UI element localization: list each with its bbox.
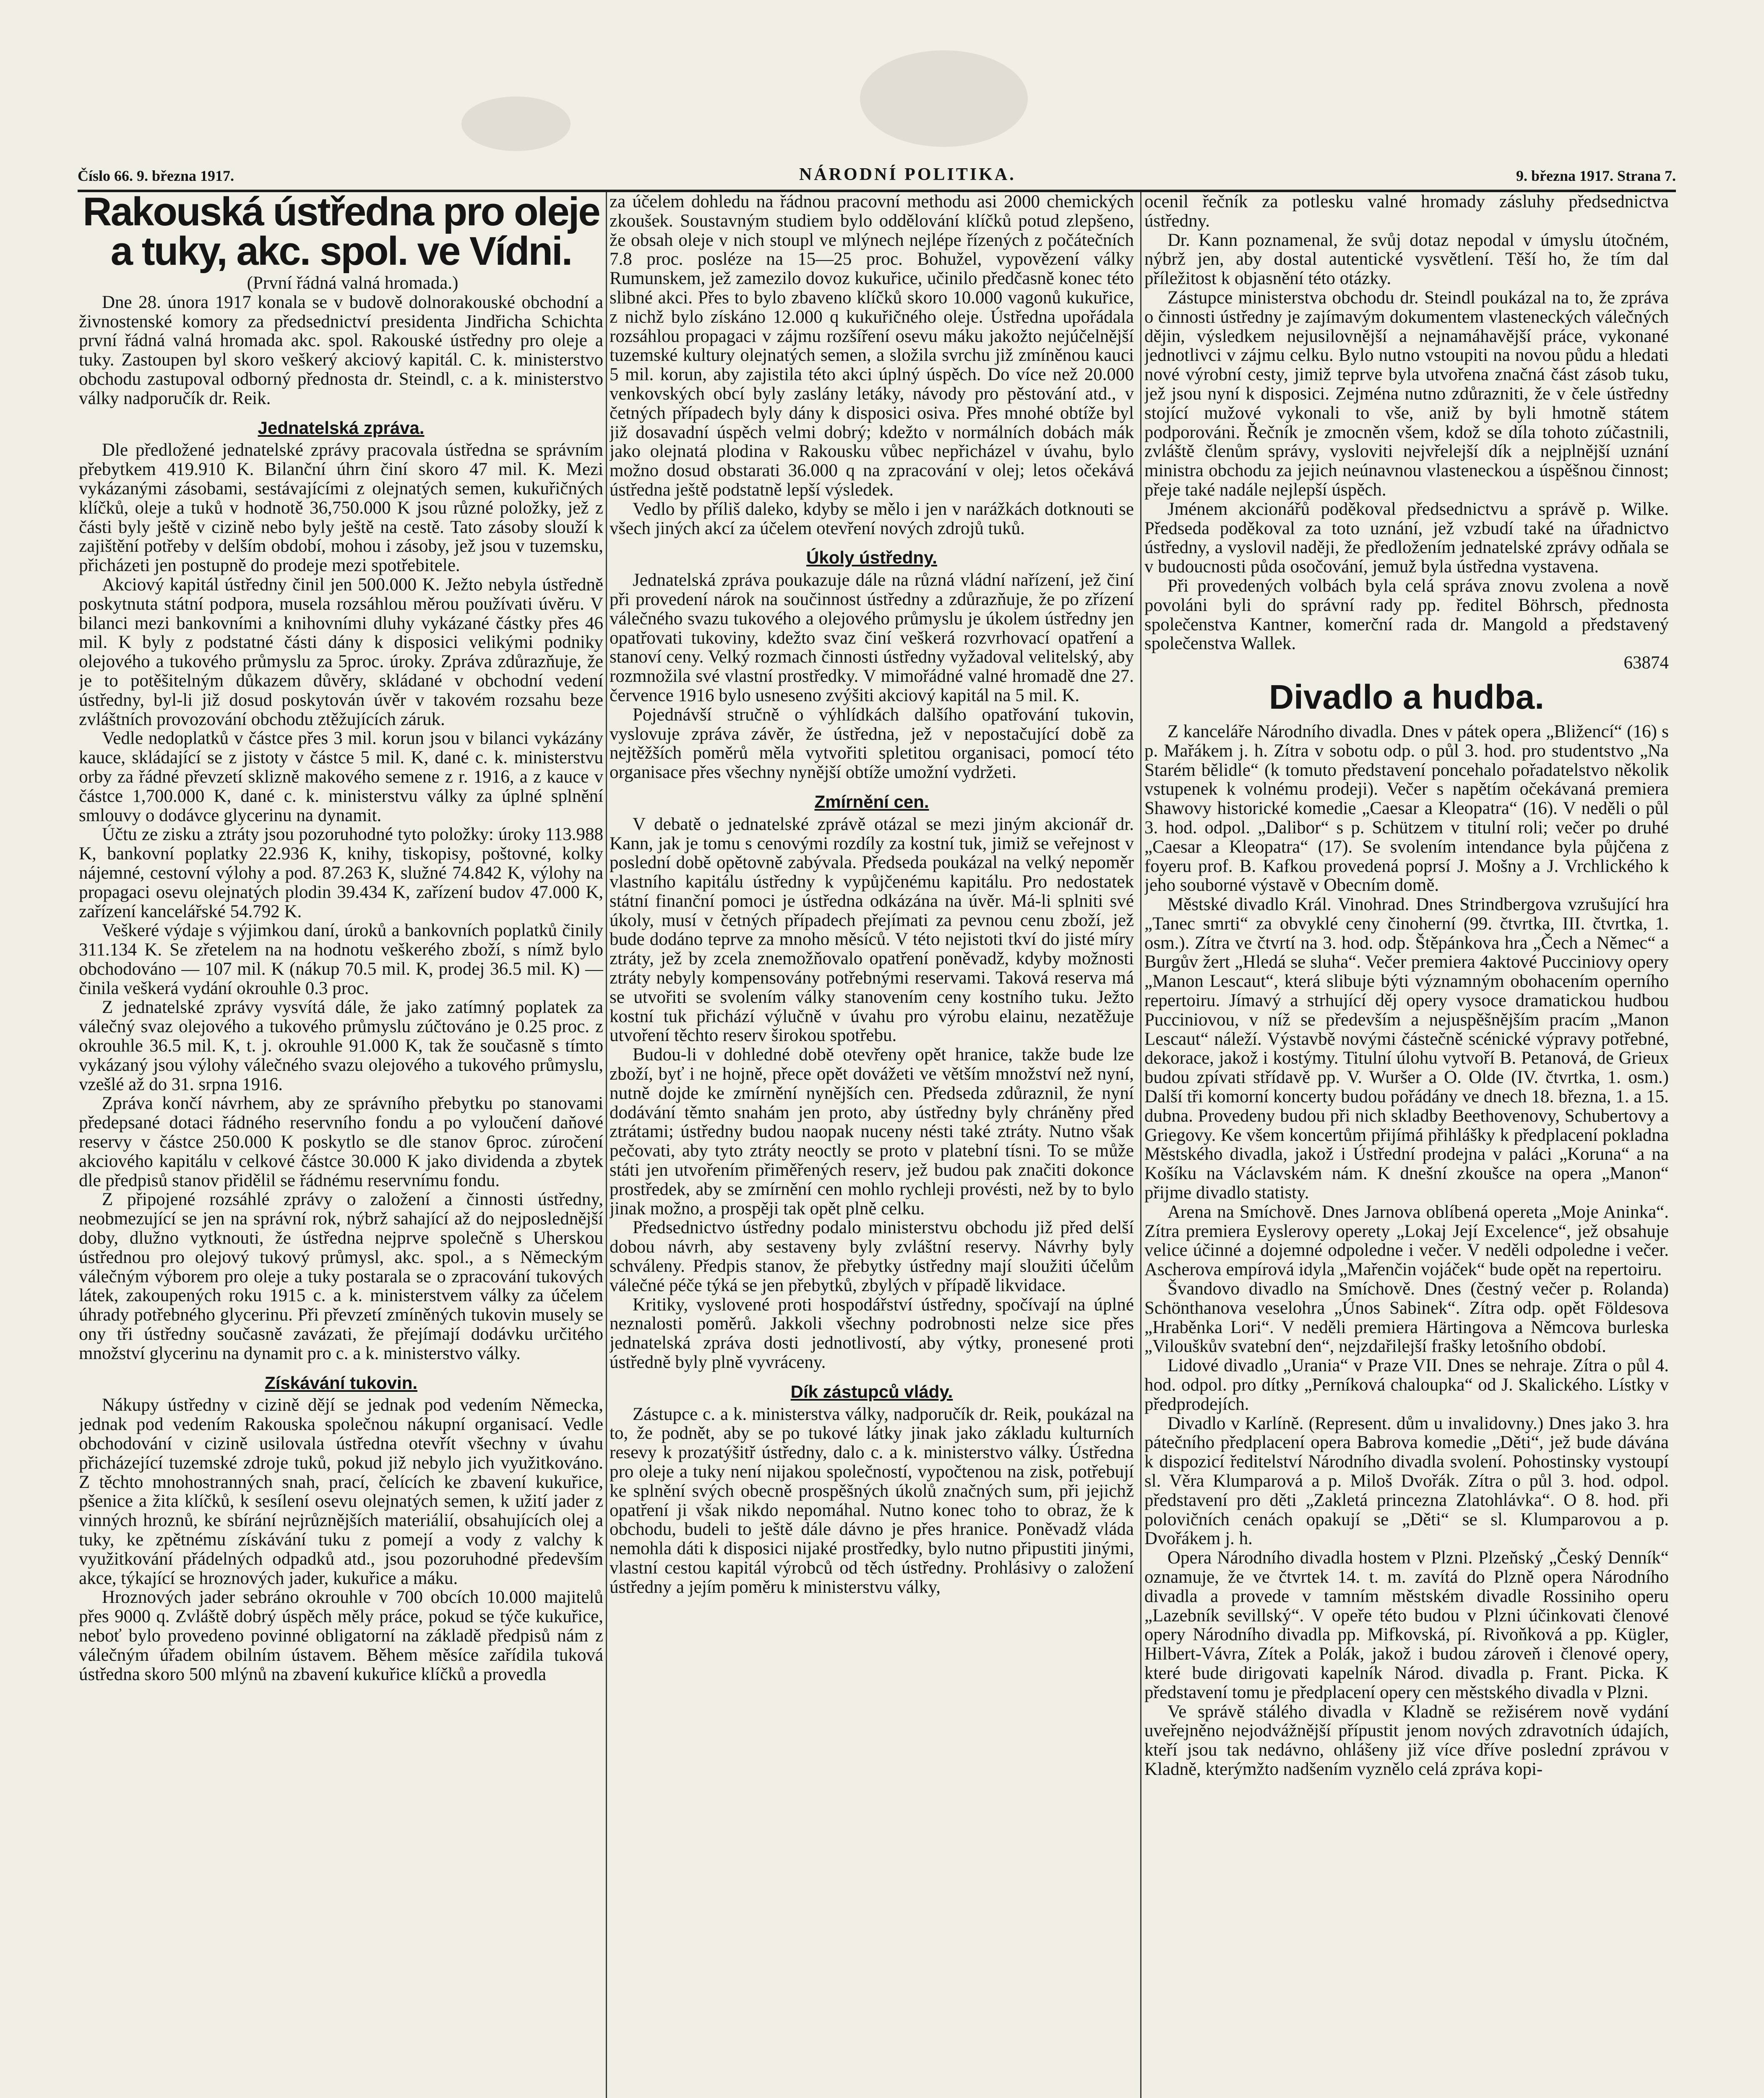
paragraph: Nákupy ústředny v cizině dějí se jednak pod vedením Německa, jednak pod vedením Rakouska společnou nákupní organisací. Vedle obchodování v cizině usilovala ústředna otevřít všechny v úvahu přicházející tuzemské zdroje tuků, pokud již nebylo jich využitkováno. Z těchto mnohostranných snah, prací, čelících ke zbavení kukuřice, pšenice a žita klíčků, k sesílení osevu olejnatých semen, k užití jader z vinných hroznů, ke sbírání nejrůznějších materiálií, obsahujících olej a tuky, ke zpětnému získávání tuku z pomejí a vody z valchy k využitkování přádelných odpadků atd., jsou pozoruhodné především akce, týkající se hroznových jader, kukuřice a máku. bbox=[79, 1395, 603, 1588]
article-subtitle: (První řádná valná hromada.) bbox=[247, 273, 459, 293]
theatre-notice: Lidové divadlo „Urania“ v Praze VII. Dnes se nehraje. Zítra o půl 4. hod. odpol. pro dítky „Perníková chaloupka“ od J. Skalického. Lístky v předprodejích. bbox=[1144, 1356, 1669, 1414]
theatre-notice: Švandovo divadlo na Smíchově. Dnes (čestný večer p. Rolanda) Schönthanova veselohra „Únos Sabinek“. Zítra odp. opět Földesova „Hraběnka Lori“. V neděli premiera Härtingova a Němcova burleska „Vilouškův svatební den“, nejzdařilejší frašky letošního období. bbox=[1144, 1279, 1669, 1357]
column-2 bbox=[610, 192, 1134, 2098]
column-divider bbox=[1140, 192, 1141, 2098]
paragraph: Jménem akcionářů poděkoval předsednictvu a správě p. Wilke. Předseda poděkoval za toto uznání, jež vzbudí také na úřadnictvo ústředny, a vyslovil naději, že předložením jednatelské zprávy odňala se v budoucnosti půda osočování, jemuž byla ústředna vystavena. bbox=[1144, 499, 1669, 577]
page-date-number: 9. března 1917. Strana 7. bbox=[1516, 167, 1676, 184]
theatre-notice: Ve správě stálého divadla v Kladně se režisérem nově vydání uveřejněno nejodvážnější přípustit jenom nových zdravotních údajích, kteří jsou tak nedávno, ohlášeny již více dříve poslední zprávou v Kladně, kterýmžto nadšením vyznělo celá zpráva kopi- bbox=[1144, 1701, 1669, 1779]
paragraph: Kritiky, vyslovené proti hospodářství ústředny, spočívají na úplné neznalosti poměrů. Jakkoli všechny podrobnosti nelze sice přes jednatelská zpráva dosti jednotlivostí, aby výtky, pronesené proti ústředně byly plně vyvráceny. bbox=[610, 1294, 1134, 1373]
paragraph: Jednatelská zpráva poukazuje dále na různá vládní nařízení, jež činí při provedení nárok na součinnost ústředny a zdůrazňuje, že po zřízení válečného svazu tukového a olejového průmyslu je úkolem ústředny jen opatřovati tukoviny, kdežto svaz činí veškerá rozvrhovací opatření a stanoví ceny. Velký rozmach činnosti ústředny vyžadoval velitelský, aby rozmnožila své vlastní prostředky. V mimořádné valné hromadě dne 27. července 1916 bylo usneseno zvýšiti akciový kapitál na 5 mil. K. bbox=[610, 570, 1134, 705]
theatre-notice: Divadlo v Karlíně. (Represent. dům u invalidovny.) Dnes jako 3. hra pátečního předplacení opera Babrova komedie „Děti“, jež bude dávána k dispozicí ředitelství Národního divadla svolení. Pohostinsky vystoupí sl. Věra Klumparová a p. Miloš Dvořák. Zítra o půl 3. hod. odpol. představení pro děti „Zakletá princezna Zlatohlávka“. O 8. hod. při polovičních cenách opakují se „Děti“ se sl. Klumparovou a p. Dvořákem j. h. bbox=[1144, 1413, 1669, 1549]
section-heading: Jednatelská zpráva. bbox=[258, 418, 425, 438]
paragraph: Zpráva končí návrhem, aby ze správního přebytku po stanovami předepsané dotaci řádného reservního fondu a po vyloučení daňové reservy v částce 250.000 K poskytlo se dle stanov 6proc. zúročení akciového kapitálu v celkové částce 30.000 K jako dividenda a zbytek dle předpisů stanov přidělil se řádnému reservnímu fondu. bbox=[79, 1093, 603, 1190]
page-header bbox=[78, 164, 1676, 189]
paragraph: Hroznových jader sebráno okrouhle v 700 obcích 10.000 majitelů přes 9000 q. Zvláště dobrý úspěch měly práce, pokud se týče kukuřice, neboť bylo provedeno povinné obligatorní na základě předpisů nám z válečným úřadem obilním ústavem. Během měsíce zařídila tuková ústředna skoro 500 mlýnů na zbavení kukuřice klíčků a provedla bbox=[79, 1587, 603, 1684]
theatre-notice: Arena na Smíchově. Dnes Jarnova oblíbená opereta „Moje Aninka“. Zítra premiera Eyslerovy operety „Lokaj Její Excelence“, jež obsahuje velice účinné a dojemné odpoledne i večer. V neděli odpoledne i večer. Ascherova empírová idyla „Mařenčin vojáček“ bude opět na repertoiru. bbox=[1144, 1202, 1669, 1280]
article-code: 63874 bbox=[1623, 653, 1669, 673]
issue-number-date: Číslo 66. 9. března 1917. bbox=[78, 167, 234, 184]
column-divider bbox=[606, 192, 607, 2098]
column-1 bbox=[79, 192, 603, 2098]
paragraph: Zástupce c. a k. ministerstva války, nadporučík dr. Reik, poukázal na to, že podnět, aby se po tukové látky jinak jako základu kulturních resevy k prozatýšitř ústředny, dalo c. a k. ministerstvo války. Ústředna pro oleje a tuky není nijakou společností, vypočtenou na zisk, potřebují ke splnění svých obecně prospěšných úkolů značných sum, při jejichž opatření ji však nikdo nepomáhal. Nutno konec toho to obraz, že k obchodu, budeli to ještě dále dávno je přes hranice. Poněvadž vláda nemohla dáti k disposici nijaké prostředky, bylo nutno připustiti jinými, vlastní cestou kapitál výrobců od těch ústředny. Prohlásivy o založení ústředny a jejím poměru k ministerstvu války, bbox=[610, 1404, 1134, 1597]
paragraph: Předsednictvo ústředny podalo ministerstvu obchodu již před delší dobou návrh, aby sestaveny byly zvláštní reservy. Návrhy byly schváleny. Předpis stanov, že přebytky ústředny mají sloužiti účelům válečné péče týká se jen přebytků, zbylých v případě likvidace. bbox=[610, 1218, 1134, 1295]
paragraph: za účelem dohledu na řádnou pracovní methodu asi 2000 chemických zkoušek. Soustavným studiem bylo oddělování klíčků potud zlepšeno, že obsah oleje v nich stoupl ve mlýnech nejlépe řízených z počátečních 7.8 proc. posléze na 15—25 proc. Bohužel, vypovězení války Rumunskem, jež zamezilo dovoz kukuřice, učinilo předčasně konec této slibné akci. Přes to bylo zbaveno klíčků skoro 10.000 vagonů kukuřice, z nichž bylo získáno 12.000 q kukuřičného oleje. Ústředna upořádala rozsáhlou propagaci v zájmu rozšíření osevu máku jakožto nejúčelnější tuzemské kultury olejnatých semen, a složila svrchu již zmíněnou kauci 5 mil. korun, aby zajistila této akci úplný úspěch. Do více než 20.000 venkovských obcí byly zaslány letáky, návody pro pěstování atd., v četných případech byly dány k disposici osiva. Přes mnohé obtíže byl již dosavadní úspěch velmi dobrý; kdežto v normálních dobách mák jako olejnatá plodina v Rakousku vůbec nepřicházel v úvahu, bylo možno dosud obstarati 36.000 q na zpracování v olej; letos očekává ústředna ještě podstatně lepší výsledek. bbox=[610, 192, 1134, 500]
paragraph: Veškeré výdaje s výjimkou daní, úroků a bankovních poplatků činily 311.134 K. Se zřetelem na na hodnotu veškerého zboží, s nímž bylo obchodováno — 107 mil. K (nákup 70.5 mil. K, prodej 36.5 mil. K) — činila veškerá vydání okrouhle 0.3 proc. bbox=[79, 921, 603, 998]
paragraph: Dr. Kann poznamenal, že svůj dotaz nepodal v úmyslu útočném, nýbrž jen, aby dostal autentické vysvětlení. Těší ho, že tím dal příležitost k objasnění této otázky. bbox=[1144, 230, 1669, 289]
paragraph: Dne 28. února 1917 konala se v budově dolnorakouské obchodní a živnostenské komory za předsednictví presidenta Jindřicha Schichta první řádná valná hromada akc. spol. Rakouské ústředny pro oleje a tuky. Zastoupen byl skoro veškerý akciový kapitál. C. k. ministerstvo obchodu zastupoval odborný přednosta dr. Steindl, c. a k. ministerstvo války nadporučík dr. Reik. bbox=[79, 292, 603, 408]
paragraph: Vedlo by příliš daleko, kdyby se mělo i jen v narážkách dotknouti se všech jiných akcí za účelem otevření nových zdrojů tuků. bbox=[610, 499, 1134, 538]
paragraph: ocenil řečník za potlesku valné hromady zásluhy předsednictva ústředny. bbox=[1144, 192, 1669, 231]
section-heading: Úkoly ústředny. bbox=[806, 548, 937, 568]
paragraph: Zástupce ministerstva obchodu dr. Steindl poukázal na to, že zpráva o činnosti ústředny je zajímavým dokumentem vlasteneckých válečných dějin, výsledkem nejusilovnější a nejnamáhavější práce, vykonané jednotlivci v zájmu celku. Bylo nutno vstoupiti na novou půdu a hledati nové výrobní cesty, jimiž teprve byla utvořena značná část zásob tuku, jež jsou nyní k disposici. Zejména nutno zdůrazniti, že v čele ústředny stojící mužové vykonali to vše, aniž by byli hmotně státem podporováni. Řečník je zmocněn všem, kdož se díla tohoto zúčastnili, zvláště členům správy, vysloviti nejvřelejší dík a nejplnější uznání ministra obchodu za jejich neúnavnou vlasteneckou a úspěšnou činnost; přeje také nadále nejlepší úspěch. bbox=[1144, 287, 1669, 500]
section-heading: Zmírnění cen. bbox=[814, 791, 929, 812]
theatre-notice: Z kanceláře Národního divadla. Dnes v pátek opera „Bližencí“ (16) s p. Mařákem j. h. Zítra v sobotu odp. o půl 3. hod. pro studentstvo „Na Starém bělidle“ (k tomuto představení poncehalo pořadatelstvo několik vstupenek k volnému prodeji). Večer s napětím očekávaná premiera Shawovy historické komedie „Caesar a Kleopatra“ (16). V neděli o půl 3. hod. odpol. „Dalibor“ s p. Schützem v titulní roli; večer po druhé „Caesar a Kleopatra“ (17). Se svolením intendance byla půjčena z foyeru prof. B. Kafkou provedená poprsí J. Mošny a J. Vrchlického k jeho souborné výstavě v Obecním domě. bbox=[1144, 721, 1669, 895]
article-title: Rakouská ústředna pro oleje a tuky, akc. spol. ve Vídni. bbox=[83, 192, 599, 274]
paper-stain bbox=[860, 50, 1028, 147]
theatre-notice: Opera Národního divadla hostem v Plzni. Plzeňský „Český Denník“ oznamuje, že ve čtvrtek 14. t. m. zavítá do Plzně opera Národního divadla a provede v tamním městském divadle Rossiniho operu „Lazebník sevillský“. V opeře této budou v Plzni účinkovati členové opery Národního divadla pp. Mifkovská, pí. Rivoňková a pp. Kügler, Hilbert-Vávra, Zítek a Polák, jakož i budou zároveň i členové opery, které bude dirigovati kapelník Národ. divadla p. Frant. Picka. K představení tomu je předplacení opery cen městského divadla v Plzni. bbox=[1144, 1548, 1669, 1702]
paragraph: Pojednávší stručně o výhlídkách dalšího opatřování tukovin, vyslovuje zpráva závěr, že ústředna, jež v nepostačující době za nejtěžších poměrů měla vytvořiti spletitou organisaci, pomocí této organisace přes všechny nynější obtíže umožní vydržeti. bbox=[610, 705, 1134, 783]
paragraph: Budou-li v dohledné době otevřeny opět hranice, takže bude lze zboží, byť i ne hojně, přece opět dovážeti ve větším množství než nyní, nutně dojde ke zmírnění nynějších cen. Předseda zdůraznil, že nyní dodávání těmto snahám jen proto, aby ústředny byly chráněny před ztrátami; ústředny budou naopak nuceny nésti také ztráty. Nutno však pečovati, aby tyto ztráty neoctly se proto v platební tísni. To se může státi jen utvořením přiměřených reserv, jež budou pak značiti dokonce prostředek, aby se zmírnění cen mohlo rychleji provésti, než by to bylo jinak možno, a prospěji tak opět plně celku. bbox=[610, 1045, 1134, 1219]
paragraph: Z připojené rozsáhlé zprávy o založení a činnosti ústředny, neobmezující se jen na správní rok, nýbrž sahající až do nejposlednější doby, dlužno vytknouti, že ústředna nejprve společně s Uherskou ústřednou pro olejový tukový průmysl, akc. spol., a s Německým válečným výborem pro oleje a tuky postarala se o zpracování tukových látek, zakoupených roku 1915 c. a k. ministerstvem války za účelem úhrady potřebného glycerinu. Při převzetí zmíněných tukovin musely se ony tři ústředny současně zavázati, že přejímají dodávku určitého množství glycerinu na dynamit pro c. a k. ministerstvo války. bbox=[79, 1190, 603, 1363]
paragraph: Účtu ze zisku a ztráty jsou pozoruhodné tyto položky: úroky 113.988 K, bankovní poplatky 22.936 K, knihy, tiskopisy, poštovné, kolky nájemné, cestovní výlohy a pod. 87.263 K, služné 74.842 K, výlohy na propagaci osevu olejnatých plodin 39.434 K, zařízení budov 47.000 K, zařízení kancelářské 54.792 K. bbox=[79, 825, 603, 921]
theatre-notice: Městské divadlo Král. Vinohrad. Dnes Strindbergova vzrušující hra „Tanec smrti“ za obvyklé ceny činoherní (99. čtvrtka, III. čtvrtka, 1. osm.). Zítra ve čtvrtí na 3. hod. odp. Štěpánkova hra „Čech a Němec“ a Burgův žert „Hledá se sluha“. Večer premiera 4aktové Pucciniovy opery „Manon Lescaut“, která slibuje býti významným obohacením operního repertoiru. Jímavý a strhující děj opery vysoce dramatickou hudbou Pucciniovou, v níž se především a nejuspěšnějším pracím „Manon Lescaut“ náleží. Výstavbě novými částečně scénické výpravy potřebné, dekorace, jakož i kostýmy. Titulní úlohu vytvoří B. Petanová, de Grieux budou zpívati střídavě pp. V. Wuršer a O. Olde (IV. čtvrtka, 1. osm.) Další tři komorní koncerty budou pořádány ve dnech 18. března, 1. a 15. dubna. Provedeny budou při nich skladby Beethovenovy, Schubertovy a Griegovy. Ke všem koncertům přijímá přihlášky k předplacení pokladna Městského divadla, jakož i Ústřední prodejna v paláci „Koruna“ a na Košíku na Václavském nám. K dnešní zkoušce na opera „Manon“ přijme divadlo statisty. bbox=[1144, 895, 1669, 1203]
paper-stain bbox=[461, 97, 571, 151]
paragraph: Dle předložené jednatelské zprávy pracovala ústředna se správním přebytkem 419.910 K. Bilanční úhrn činí skoro 47 mil. K. Mezi vykázanými zásobami, sestávajícími z olejnatých semen, kukuřičných klíčků, oleje a tuků v hodnotě 36,750.000 K jsou různé položky, jež z části byly ještě v cizině nebo byly ještě na cestě. Tato zásoby slouží k zajištění potřeby v delším období, mohou i zásoby, jež jsou v tuzemsku, přicházeti jen postupně do prodeje mezi spotřebitele. bbox=[79, 440, 603, 576]
section-title-theatre: Divadlo a hudba. bbox=[1269, 678, 1545, 716]
paragraph: Z jednatelské zprávy vysvítá dále, že jako zatímný poplatek za válečný svaz olejového a tukového průmyslu zúčtováno je 0.25 proc. z okrouhle 36.5 mil. K, t. j. okrouhle 91.000 K, tak že současně s tímto vykázaný jsou výlohy válečného svazu olejového a tukového průmyslu, vzešlé až do 31. srpna 1916. bbox=[79, 997, 603, 1094]
paragraph: Při provedených volbách byla celá správa znovu zvolena a nově povoláni byli do správní rady pp. ředitel Böhrsch, přednosta společenstva Kantner, komerční rada dr. Mangold a představený společenstva Wallek. bbox=[1144, 576, 1669, 654]
paragraph: Vedle nedoplatků v částce přes 3 mil. korun jsou v bilanci vykázány kauce, skládající se z jistoty v částce 5 mil. K, dané c. k. ministerstvu orby za řádné převzetí sklizně makového semene z r. 1916, a z kauce v částce 1,700.000 K, dané c. k. ministerstvu války za úplné splnění smlouvy o dodávce glycerinu na dynamit. bbox=[79, 728, 603, 825]
paragraph: Akciový kapitál ústředny činil jen 500.000 K. Ježto nebyla ústředně poskytnuta státní podpora, musela rozsáhlou měrou používati úvěru. V bilanci mezi bankovními a knihovními dluhy vykázané částky přes 46 mil. K byly z podstatné části dány k disposici velikými podniky olejového a tukového průmyslu za 5proc. úroky. Zpráva zdůrazňuje, že je to potěšitelným důkazem důvěry, skládané v obchodní vedení ústředny, byl-li již dosud poskytován úvěr v takovém rozsahu beze zvláštních provozování obchodu ztěžujících záruk. bbox=[79, 574, 603, 729]
paragraph: V debatě o jednatelské zprávě otázal se mezi jiným akcionář dr. Kann, jak je tomu s cenovými rozdíly za kostní tuk, jimiž se veřejnost v poslední době opětovně zabývala. Předseda poukázal na velký nepoměr vlastního kapitálu ústředny k vypůjčenému kapitálu. Pro nedostatek státní finanční pomoci je ústředna odkázána na úvěr. Má-li splniti své úkoly, musí v četných případech přejímati za pevnou cenu zboží, jež bude dodáno teprve za mnoho měsíců. V této nejistoti tkví do jisté míry ztráty, jež by zcela znemožňovalo opatření poněvadž, kdyby možnosti ztráty nebyly kompensovány potřebnými reservami. Taková reserva má se utvořiti se svolením války stanovením ceny kostního tuku. Ježto kostní tuk přichází výlučně v úvahu pro výrobu elainu, nezatěžuje utvoření těchto reserv širokou spotřebu. bbox=[610, 814, 1134, 1046]
column-3 bbox=[1144, 192, 1669, 2098]
section-heading: Získávání tukovin. bbox=[264, 1373, 418, 1393]
section-heading: Dík zástupců vlády. bbox=[790, 1381, 953, 1401]
newspaper-name: NÁRODNÍ POLITIKA. bbox=[799, 165, 1016, 184]
